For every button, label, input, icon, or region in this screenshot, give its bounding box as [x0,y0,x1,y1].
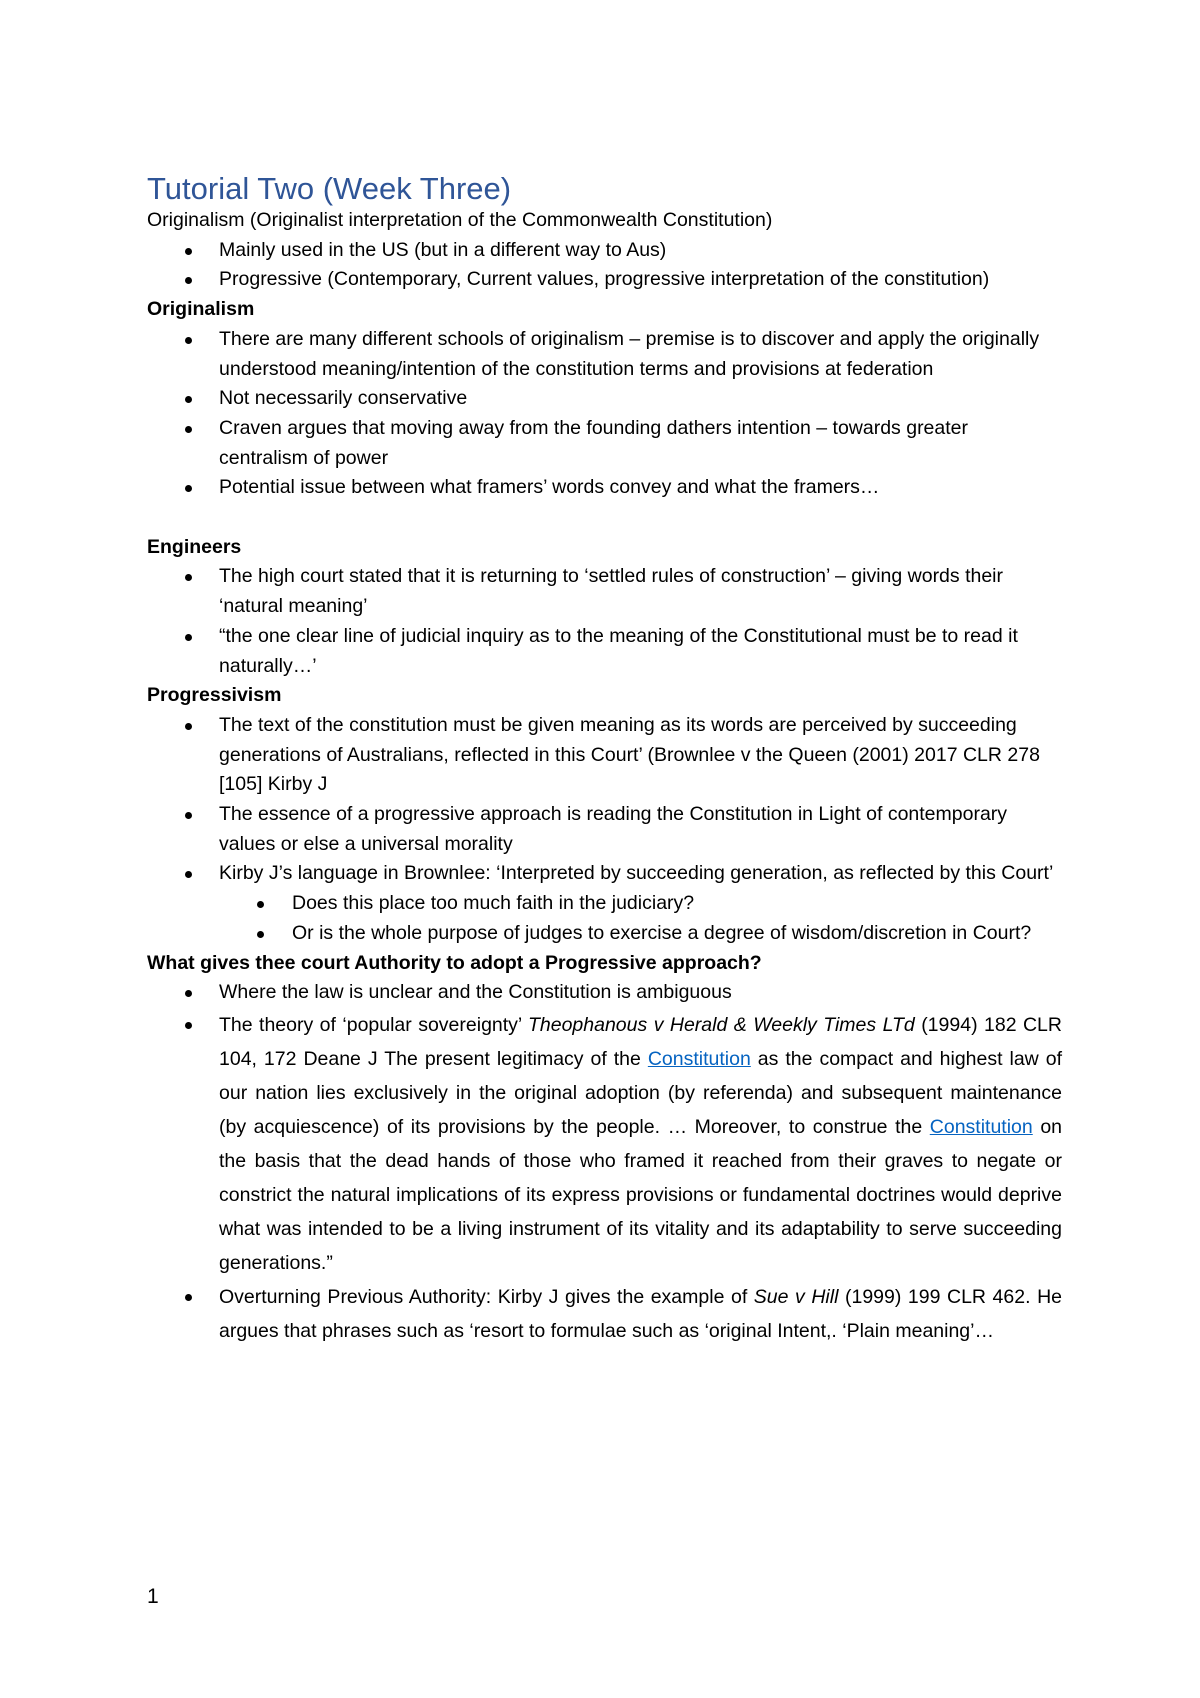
list-item: Mainly used in the US (but in a different way to Aus) [147,236,1062,266]
page-title: Tutorial Two (Week Three) [147,171,512,206]
sub-list-item: Or is the whole purpose of judges to exercise a degree of wisdom/discretion in Court? [147,919,1062,949]
constitution-link[interactable]: Constitution [929,1115,1033,1138]
section-heading-engineers: Engineers [147,535,242,558]
text: as the compact and highest law of our nation lies exclusively in the original adoption (by referenda) and subsequent maintenance (by acquiescence) of its provisions by the people. … Moreover, to construe the [219,1047,1062,1138]
list-item-overturning-authority [147,1280,1062,1348]
list-item: Potential issue between what framers’ words convey and what the framers… [147,473,1062,503]
engineers-list [147,562,1062,681]
case-name: Sue v Hill [753,1285,839,1308]
list-item: There are many different schools of originalism – premise is to discover and apply the originally understood meaning/intention of the constitution terms and provisions at federation [147,325,1062,384]
list-item-popular-sovereignty [147,1008,1062,1280]
authority-list [147,978,1062,1348]
list-item: Craven argues that moving away from the founding dathers intention – towards greater centralism of power [147,414,1062,473]
section-heading-authority: What gives thee court Authority to adopt a Progressive approach? [147,951,762,974]
text: Overturning Previous Authority: Kirby J gives the example of [219,1285,754,1308]
list-item: Where the law is unclear and the Constitution is ambiguous [147,978,1062,1008]
list-item: The essence of a progressive approach is reading the Constitution in Light of contemporary values or else a universal morality [147,800,1062,859]
progressivism-list [147,711,1062,889]
list-item: Not necessarily conservative [147,384,1062,414]
list-item: “the one clear line of judicial inquiry as to the meaning of the Constitutional must be to read it naturally…’ [147,622,1062,681]
text: The theory of ‘popular sovereignty’ [219,1013,528,1036]
originalism-list [147,325,1062,503]
text: (1999) 199 CLR 462. He argues that phrases such as ‘resort to formulae such as ‘original Intent,. ‘Plain meaning’… [219,1285,1062,1342]
document-page [147,168,1062,1348]
sub-list-item: Does this place too much faith in the judiciary? [147,889,1062,919]
list-item: The high court stated that it is returning to ‘settled rules of construction’ – giving words their ‘natural meaning’ [147,562,1062,621]
text: on the basis that the dead hands of those who framed it reached from their graves to negate or constrict the natural implications of its express provisions or fundamental doctrines would deprive what was intended to be a living instrument of its vitality and its adaptability to serve succeeding generations.” [219,1115,1063,1274]
page-number: 1 [147,1585,159,1608]
list-item: Kirby J’s language in Brownlee: ‘Interpreted by succeeding generation, as reflected by this Court’ [147,859,1062,889]
case-name: Theophanous v Herald & Weekly Times LTd [527,1013,915,1036]
intro-heading: Originalism (Originalist interpretation of the Commonwealth Constitution) [147,209,773,231]
list-item: Progressive (Contemporary, Current values, progressive interpretation of the constitution) [147,265,1062,295]
progressivism-sublist [147,889,1062,948]
section-heading-progressivism: Progressivism [147,684,282,707]
list-item: The text of the constitution must be given meaning as its words are perceived by succeeding generations of Australians, reflected in this Court’ (Brownlee v the Queen (2001) 2017 CLR 278 [105] Kirby J [147,711,1062,800]
text: (1994) 182 CLR 104, 172 Deane J The present legitimacy of the [219,1013,1062,1070]
intro-list [147,236,1062,295]
section-heading-originalism: Originalism [147,298,255,321]
constitution-link[interactable]: Constitution [647,1047,751,1070]
